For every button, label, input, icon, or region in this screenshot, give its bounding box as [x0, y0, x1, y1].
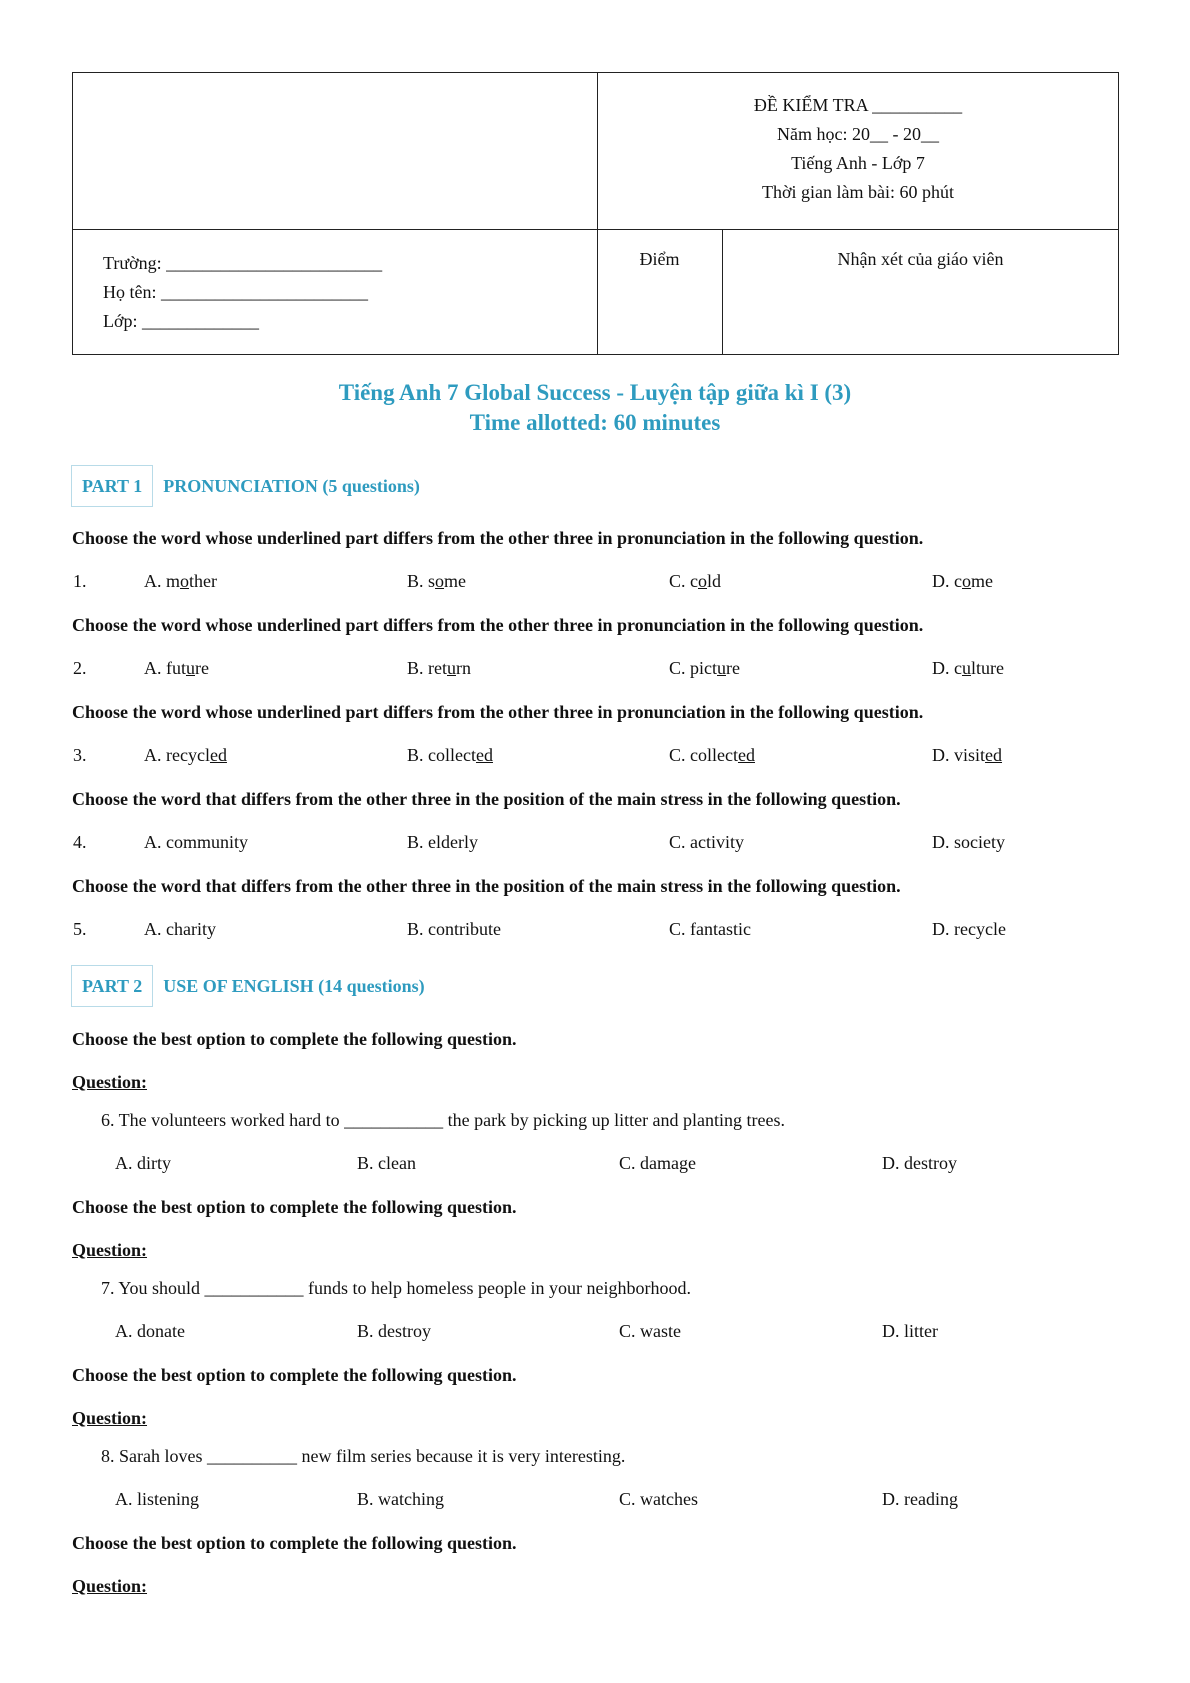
exam-title: ĐỀ KIỂM TRA __________ — [753, 95, 963, 115]
instruction: Choose the word whose underlined part differs from the other three in pronunciation in the following question. — [72, 702, 924, 722]
question-stem: 7. You should ___________ funds to help homeless people in your neighborhood. — [101, 1278, 691, 1298]
underlined-part: ed — [475, 745, 493, 765]
question-row — [0, 745, 1190, 771]
question-label: Question: — [72, 1576, 148, 1596]
question-label: Question: — [72, 1408, 148, 1428]
option-text: rn — [456, 658, 471, 678]
question-row — [0, 1321, 1190, 1347]
option-text: me — [444, 571, 467, 591]
underlined-part: u — [717, 658, 726, 678]
option-text: re — [195, 658, 209, 678]
answer-option[interactable] — [669, 832, 744, 853]
answer-option[interactable] — [407, 571, 466, 592]
answer-option[interactable] — [144, 919, 216, 940]
option-text: B. elderly — [407, 832, 478, 852]
teacher-comment-label: Nhận xét của giáo viên — [837, 249, 1004, 269]
instruction: Choose the word that differs from the other three in the position of the main stress in the following question. — [72, 789, 901, 809]
question-row — [0, 1153, 1190, 1179]
page-title — [0, 378, 1190, 438]
question-row — [0, 832, 1190, 858]
option-text: A. recycl — [144, 745, 210, 765]
part-2-header — [71, 965, 425, 1007]
question-number: 1. — [73, 571, 87, 591]
answer-option[interactable]: C. damage — [619, 1153, 696, 1173]
option-text: B. ret — [407, 658, 447, 678]
question-label: Question: — [72, 1240, 148, 1260]
question-row — [0, 658, 1190, 684]
part-2-box: PART 2 — [71, 965, 153, 1007]
answer-option[interactable] — [144, 658, 209, 679]
question-number: 5. — [73, 919, 87, 939]
option-text: B. s — [407, 571, 436, 591]
exam-time: Thời gian làm bài: 60 phút — [762, 182, 954, 202]
option-text: C. pict — [669, 658, 717, 678]
answer-option[interactable]: D. reading — [882, 1489, 958, 1509]
underlined-part: o — [180, 571, 189, 591]
name-field: Họ tên: _______________________ — [103, 282, 368, 302]
answer-option[interactable] — [932, 571, 993, 592]
option-text: C. c — [669, 571, 698, 591]
question-label: Question: — [72, 1072, 148, 1092]
subject: Tiếng Anh - Lớp 7 — [791, 153, 925, 173]
underlined-part: u — [447, 658, 456, 678]
option-text: A. community — [144, 832, 248, 852]
school-field: Trường: ________________________ — [103, 253, 383, 273]
answer-option[interactable] — [407, 745, 493, 766]
answer-option[interactable] — [932, 658, 1004, 679]
answer-option[interactable] — [932, 745, 1002, 766]
answer-option[interactable]: C. watches — [619, 1489, 698, 1509]
answer-option[interactable]: D. litter — [882, 1321, 938, 1341]
option-text: ther — [189, 571, 217, 591]
answer-option[interactable]: A. dirty — [115, 1153, 171, 1173]
part-1-title: PRONUNCIATION (5 questions) — [163, 475, 420, 496]
answer-option[interactable] — [144, 832, 248, 853]
underlined-part: o — [962, 571, 971, 591]
option-text: D. society — [932, 832, 1005, 852]
question-number: 3. — [73, 745, 87, 765]
option-text: lture — [971, 658, 1004, 678]
answer-option[interactable] — [144, 745, 227, 766]
answer-option[interactable]: B. watching — [357, 1489, 444, 1509]
question-row — [0, 919, 1190, 945]
option-text: C. activity — [669, 832, 744, 852]
instruction: Choose the word whose underlined part differs from the other three in pronunciation in the following question. — [72, 615, 924, 635]
question-row — [0, 571, 1190, 597]
header-table — [72, 72, 1119, 355]
option-text: D. c — [932, 571, 962, 591]
answer-option[interactable] — [669, 571, 721, 592]
answer-option[interactable]: A. listening — [115, 1489, 199, 1509]
answer-option[interactable] — [407, 919, 501, 940]
option-text: A. fut — [144, 658, 186, 678]
option-text: D. c — [932, 658, 962, 678]
option-text: A. m — [144, 571, 180, 591]
option-text: D. recycle — [932, 919, 1006, 939]
option-text: B. contribute — [407, 919, 501, 939]
instruction: Choose the best option to complete the following question. — [72, 1029, 517, 1049]
answer-option[interactable] — [932, 919, 1006, 940]
instruction: Choose the best option to complete the following question. — [72, 1533, 517, 1553]
answer-option[interactable]: C. waste — [619, 1321, 681, 1341]
answer-option[interactable] — [407, 832, 478, 853]
answer-option[interactable] — [669, 919, 751, 940]
option-text: A. charity — [144, 919, 216, 939]
header-divider — [722, 229, 723, 354]
underlined-part: ed — [985, 745, 1003, 765]
answer-option[interactable] — [932, 832, 1005, 853]
option-text: ld — [707, 571, 722, 591]
instruction: Choose the word that differs from the other three in the position of the main stress in the following question. — [72, 876, 901, 896]
option-text: re — [726, 658, 740, 678]
underlined-part: o — [435, 571, 445, 591]
title-line-2: Time allotted: 60 minutes — [469, 410, 721, 435]
answer-option[interactable] — [669, 658, 740, 679]
underlined-part: ed — [209, 745, 227, 765]
exam-info — [597, 91, 1119, 207]
question-number: 2. — [73, 658, 87, 678]
instruction: Choose the word whose underlined part differs from the other three in pronunciation in the following question. — [72, 528, 924, 548]
answer-option[interactable]: B. clean — [357, 1153, 416, 1173]
underlined-part: u — [186, 658, 195, 678]
part-2-title: USE OF ENGLISH (14 questions) — [163, 975, 425, 996]
option-text: C. fantastic — [669, 919, 751, 939]
question-number: 4. — [73, 832, 87, 852]
part-1-box: PART 1 — [71, 465, 153, 507]
title-line-1: Tiếng Anh 7 Global Success - Luyện tập giữa kì I (3) — [338, 380, 852, 405]
school-year: Năm học: 20__ - 20__ — [777, 124, 939, 144]
class-field: Lớp: _____________ — [103, 311, 260, 331]
option-text: B. collect — [407, 745, 476, 765]
question-stem: 8. Sarah loves __________ new film series because it is very interesting. — [101, 1446, 626, 1466]
underlined-part: ed — [737, 745, 755, 765]
option-text: me — [971, 571, 993, 591]
instruction: Choose the best option to complete the following question. — [72, 1197, 517, 1217]
question-stem: 6. The volunteers worked hard to ___________ the park by picking up litter and planting trees. — [101, 1110, 786, 1130]
answer-option[interactable] — [144, 571, 217, 592]
option-text: C. collect — [669, 745, 738, 765]
answer-option[interactable] — [407, 658, 471, 679]
instruction: Choose the best option to complete the following question. — [72, 1365, 517, 1385]
answer-option[interactable]: B. destroy — [357, 1321, 431, 1341]
option-text: D. visit — [932, 745, 986, 765]
header-divider — [73, 229, 1118, 230]
part-1-header — [71, 465, 420, 507]
answer-option[interactable]: A. donate — [115, 1321, 185, 1341]
underlined-part: u — [962, 658, 971, 678]
student-info — [103, 249, 382, 336]
answer-option[interactable] — [669, 745, 755, 766]
answer-option[interactable]: D. destroy — [882, 1153, 957, 1173]
score-label: Điểm — [639, 249, 680, 269]
underlined-part: o — [698, 571, 707, 591]
question-row — [0, 1489, 1190, 1515]
